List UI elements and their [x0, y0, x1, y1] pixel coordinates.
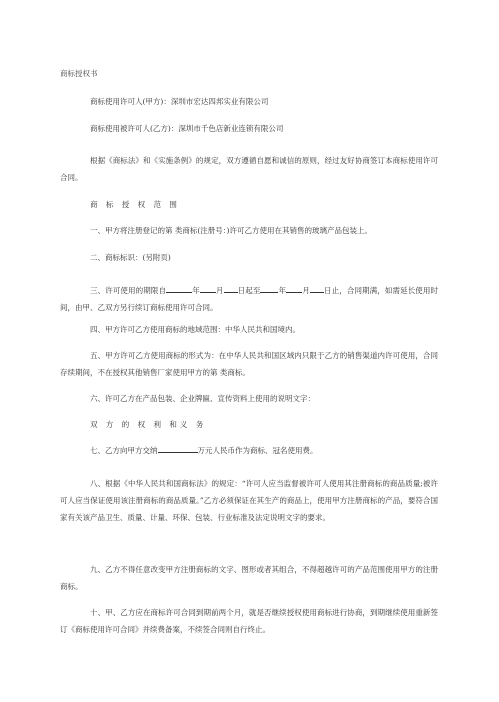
blank-field [310, 284, 324, 293]
clause-3-year2-label: 年 [278, 286, 287, 295]
clause-8: 八、根据《中华人民共和国商标法》的规定：“许可人应当监督被许可人使用其注册商标的商品质量;被许可人应当保证使用该注册商标的商品质量。”乙方必须保证在其生产的商品上，使用甲方注册商标的产品，要符合国家有关该产品卫生、质量、计量、环保、包装、行业标准及法定说明文字的要求。 [60, 479, 438, 522]
blank-field [166, 284, 192, 293]
document-title: 商标授权书 [60, 69, 98, 78]
clause-7-end: 万元人民币作为商标、冠名使用费。 [197, 446, 318, 455]
clause-3-start: 三、许可使用的期限自 [90, 286, 167, 295]
clause-3-year-label: 年 [192, 286, 200, 295]
clause-4: 四、甲方许可乙方使用商标的地域范围：中华人民共和国境内。 [90, 325, 300, 334]
section-title-rights: 双 方 的 权 利 和义 务 [90, 420, 207, 429]
licensor-line: 商标使用许可人(甲方)：深圳市宏达四邦实业有限公司 [90, 97, 269, 106]
clause-7 [90, 442, 435, 459]
preamble-paragraph: 根据《商标法》和《实施条例》的规定，双方遵循自愿和诚信的原则，经过友好协商签订本商标使用许可合同。 [60, 156, 438, 182]
clause-7-start: 七、乙方向甲方交纳 [90, 446, 158, 455]
clause-3-month-label: 月 [215, 286, 224, 295]
blank-field [200, 284, 216, 293]
blank-field [260, 284, 278, 293]
blank-field [224, 284, 238, 293]
clause-10: 十、甲、乙方应在商标许可合同到期前两个月，就是否继续授权使用商标进行协商，到期继续使用重新签订《商标使用许可合同》并续费备案，不续签合同则自行终止。 [60, 608, 438, 634]
clause-6: 六、许可乙方在产品包装、企业牌匾、宣传资料上使用的说明文字： [90, 394, 315, 403]
section-title-scope: 商 标 授 权 范 围 [90, 200, 180, 209]
blank-field [286, 284, 302, 293]
clause-3-end: 日止，合同期满，如需延长使用时间，由甲、乙双方另行续订商标使用许可合同。 [60, 286, 439, 312]
clause-3-day-to-label: 日起至 [237, 286, 261, 295]
clause-3-month2-label: 月 [302, 286, 310, 295]
clause-3 [60, 282, 438, 316]
clause-2: 二、商标标识：(另附页) [90, 253, 171, 262]
blank-field [158, 444, 198, 453]
clause-9: 九、乙方不得任意改变甲方注册商标的文字、图形或者其组合，不得超越许可的产品范围使用甲方的注册商标。 [60, 565, 438, 591]
licensee-line: 商标使用被许可人(乙方)：深圳市千色店新业连锁有限公司 [90, 124, 284, 133]
clause-5: 五、甲方许可乙方使用商标的形式为：在中华人民共和国区域内只限于乙方的销售渠道内许可使用，合同存续期间，不在授权其他销售厂家使用甲方的第 类商标。 [60, 351, 438, 377]
clause-1: 一、甲方将注册登记的第 类商标(注册号：)许可乙方使用在其销售的玻璃产品包装上。 [90, 226, 372, 235]
